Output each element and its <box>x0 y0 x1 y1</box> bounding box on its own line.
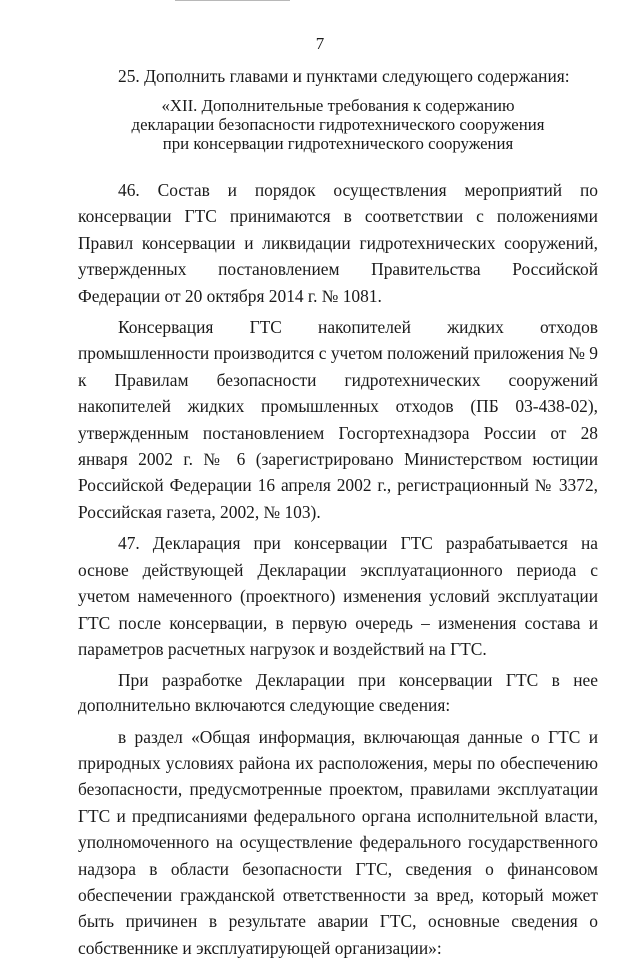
paragraph-general-info-section: в раздел «Общая информация, включающая данные о ГТС и природных условиях района их расположения, меры по обеспечению безопасности, предусмотренные проектом, правилами эксплуатации ГТС и предписаниями федерального органа исполнительной власти, уполномоченного на осуществление федерального государственного надзора в области безопасности ГТС, сведения о финансовом обеспечении гражданской ответственности за вред, который может быть причинен в результате аварии ГТС, основные сведения о собственнике и эксплуатирующей организации»: <box>78 724 598 961</box>
document-body <box>78 64 598 961</box>
paragraph-47: 47. Декларация при консервации ГТС разрабатывается на основе действующей Декларации эксплуатационного периода с учетом намеченного (проектного) изменения условий эксплуатации ГТС после консервации, в первую очередь – изменения состава и параметров расчетных нагрузок и воздействий на ГТС. <box>78 530 598 662</box>
amendment-intro: 25. Дополнить главами и пунктами следующего содержания: <box>78 64 598 88</box>
scan-edge-line <box>175 0 290 1</box>
page-number: 7 <box>0 34 640 54</box>
paragraph-46: 46. Состав и порядок осуществления мероприятий по консервации ГТС принимаются в соответствии с положениями Правил консервации и ликвидации гидротехнических сооружений, утвержденных постановлением Правительства Российской Федерации от 20 октября 2014 г. № 1081. <box>78 177 598 309</box>
chapter-heading-line: декларации безопасности гидротехнического сооружения <box>78 115 598 134</box>
chapter-heading-line: «XII. Дополнительные требования к содержанию <box>78 96 598 115</box>
paragraph-additional-info: При разработке Декларации при консервации ГТС в нее дополнительно включаются следующие сведения: <box>78 668 598 717</box>
paragraph-conservation: Консервация ГТС накопителей жидких отходов промышленности производится с учетом положений приложения № 9 к Правилам безопасности гидротехнических сооружений накопителей жидких промышленных отходов (ПБ 03-438-02), утвержденным постановлением Госгортехнадзора России от 28 января 2002 г. № 6 (зарегистрировано Министерством юстиции Российской Федерации 16 апреля 2002 г., регистрационный № 3372, Российская газета, 2002, № 103). <box>78 314 598 525</box>
chapter-heading-line: при консервации гидротехнического сооружения <box>78 134 598 153</box>
chapter-heading <box>78 96 598 153</box>
